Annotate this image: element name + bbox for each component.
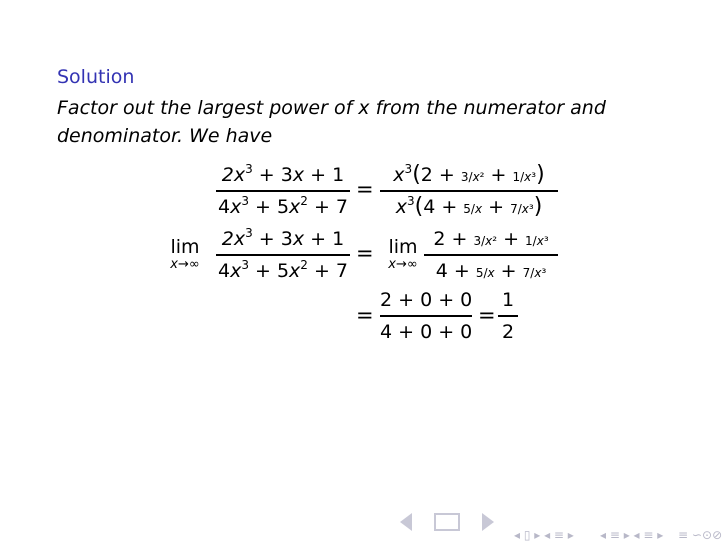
eq1-rhs-fraction [380, 162, 558, 220]
result-fraction [498, 287, 518, 345]
fraction-bar [380, 315, 472, 317]
subsection-nav-icon[interactable]: ◂ ≡ ▸ ◂ ≡ ▸ [600, 528, 664, 542]
intro-text: Factor out the largest power of x from the numerator and denominator. We have [57, 97, 606, 147]
equals-sign: = [356, 303, 374, 327]
eq1-lhs-denominator: $4x^3 + 5x^2 + 7$ [217, 193, 349, 218]
align-icon[interactable]: ≡ [678, 528, 689, 542]
lim-operator-right [378, 236, 428, 272]
fraction-bar [424, 254, 558, 256]
search-icon[interactable]: ∽⊙⊘ [692, 528, 723, 542]
eq3-denominator: 4 + 0 + 0 [380, 320, 473, 343]
fraction-bar [216, 254, 350, 256]
nav-prev-icon[interactable] [400, 513, 412, 531]
eq1-lhs-fraction [216, 162, 350, 220]
equals-sign: = [356, 241, 374, 265]
eq1-rhs-denominator: $x^3(4 + 5/x + 7/x^3)$ [395, 193, 543, 219]
result-denominator: 2 [501, 320, 515, 343]
equals-sign: = [356, 177, 374, 201]
section-nav-icon[interactable]: ◂ ▯ ▸ ◂ ≡ ▸ [514, 528, 574, 542]
eq2-rhs-fraction [424, 226, 558, 284]
fraction-bar [498, 315, 518, 317]
eq2-lhs-denominator: $4x^3 + 5x^2 + 7$ [217, 257, 349, 282]
lim-subscript: x→∞ [170, 257, 200, 272]
eq2-rhs-denominator: 4 + 5/x + 7/x³ [435, 259, 547, 282]
fraction-bar [216, 190, 350, 192]
lim-subscript: x→∞ [388, 257, 418, 272]
equals-sign: = [478, 303, 496, 327]
eq2-lhs-numerator: $2x^3 + 3x + 1$ [221, 226, 345, 250]
lim-operator-left [160, 236, 210, 272]
block-title: Solution [57, 66, 135, 88]
lim-word: lim [388, 236, 418, 258]
eq2-lhs-fraction [216, 226, 350, 284]
nav-next-icon[interactable] [482, 513, 494, 531]
eq2-rhs-numerator: 2 + 3/x² + 1/x³ [433, 228, 549, 250]
eq1-lhs-numerator: $2x^3 + 3x + 1$ [221, 162, 345, 186]
result-numerator: 1 [501, 289, 515, 311]
fraction-bar [380, 190, 558, 192]
eq3-fraction [380, 287, 472, 345]
eq3-numerator: 2 + 0 + 0 [380, 289, 473, 311]
lim-word: lim [170, 236, 200, 258]
eq1-rhs-numerator: $x^3(2 + 3/x^2 + 1/x^3)$ [393, 162, 545, 187]
frame-icon[interactable] [434, 513, 460, 531]
